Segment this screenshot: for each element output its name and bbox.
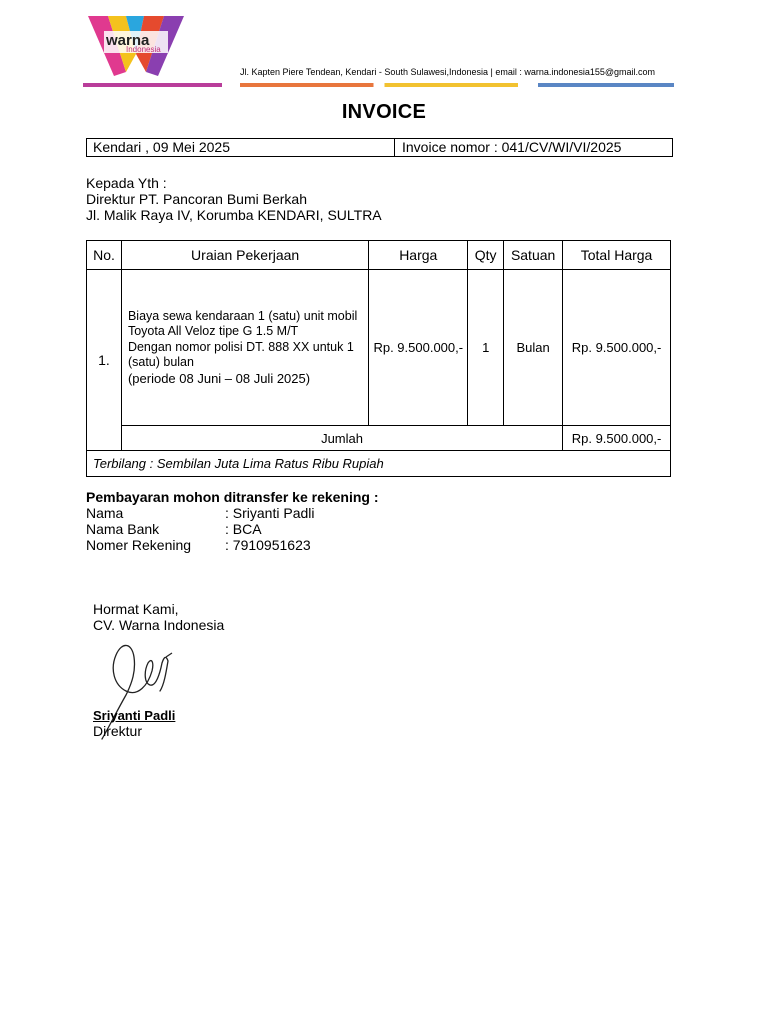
terbilang-row: [87, 451, 671, 477]
header-bar-purple: [83, 83, 222, 87]
row-qty: 1: [468, 270, 504, 426]
company-address: Jl. Kapten Piere Tendean, Kendari - South Sulawesi,Indonesia | email : warna.indonesia155@gmail.com: [240, 67, 656, 77]
header-description: Uraian Pekerjaan: [121, 241, 368, 270]
desc-line: (periode 08 Juni – 08 Juli 2025): [127, 370, 311, 386]
closing-company: CV. Warna Indonesia: [93, 617, 225, 633]
row-no: 1.: [87, 270, 122, 451]
closing-block: [93, 601, 224, 633]
invoice-date: Kendari , 09 Mei 2025: [87, 139, 395, 156]
header-total: Total Harga: [563, 241, 671, 270]
payment-field: [86, 537, 379, 553]
payment-label: Nama Bank: [86, 521, 160, 537]
header-qty: Qty: [468, 241, 504, 270]
table-row: [87, 270, 671, 426]
jumlah-value: Rp. 9.500.000,-: [563, 426, 671, 451]
recipient-address: Jl. Malik Raya IV, Korumba KENDARI, SULTRA: [86, 207, 382, 223]
recipient-name: Direktur PT. Pancoran Bumi Berkah: [86, 191, 307, 207]
header-price: Harga: [369, 241, 468, 270]
row-unit: Bulan: [504, 270, 563, 426]
payment-block: [86, 489, 379, 553]
payment-label: Nama: [86, 505, 124, 521]
svg-text:warna: warna: [106, 32, 150, 49]
company-logo: [86, 14, 186, 80]
recipient-greeting: Kepada Yth :: [86, 175, 167, 191]
payment-field: [86, 521, 379, 537]
terbilang-text: Terbilang : Sembilan Juta Lima Ratus Ribu Rupiah: [87, 451, 671, 477]
header-bar-orange: [240, 83, 518, 87]
header-bar-blue: [538, 83, 674, 87]
payment-value: : Sriyanti Padli: [225, 505, 315, 521]
payment-value: : BCA: [225, 521, 262, 537]
document-title: INVOICE: [341, 101, 427, 123]
closing-greeting: Hormat Kami,: [93, 601, 179, 617]
desc-line: Toyota All Veloz tipe G 1.5 M/T: [127, 324, 299, 339]
invoice-number: Invoice nomor : 041/CV/WI/VI/2025: [402, 139, 622, 155]
header-unit: Satuan: [504, 241, 563, 270]
payment-value: : 7910951623: [225, 537, 311, 553]
recipient-block: [86, 175, 382, 223]
desc-line: Biaya sewa kendaraan 1 (satu) unit mobil: [127, 308, 358, 323]
payment-heading: Pembayaran mohon ditransfer ke rekening :: [86, 489, 379, 505]
payment-field: [86, 505, 379, 521]
row-description: [121, 270, 368, 426]
desc-line: Dengan nomor polisi DT. 888 XX untuk 1: [127, 339, 354, 354]
invoice-meta: [86, 138, 673, 157]
header-no: No.: [87, 241, 122, 270]
desc-line: (satu) bulan: [127, 355, 194, 370]
signer-title: Direktur: [93, 723, 143, 739]
svg-text:Indonesia: Indonesia: [126, 45, 161, 54]
row-price: Rp. 9.500.000,-: [369, 270, 468, 426]
table-header-row: [87, 241, 671, 270]
row-total: Rp. 9.500.000,-: [563, 270, 671, 426]
payment-label: Nomer Rekening: [86, 537, 192, 553]
jumlah-label: Jumlah: [121, 426, 562, 451]
signer-name: Sriyanti Padli: [93, 708, 176, 723]
invoice-table: [86, 240, 671, 477]
jumlah-row: [87, 426, 671, 451]
